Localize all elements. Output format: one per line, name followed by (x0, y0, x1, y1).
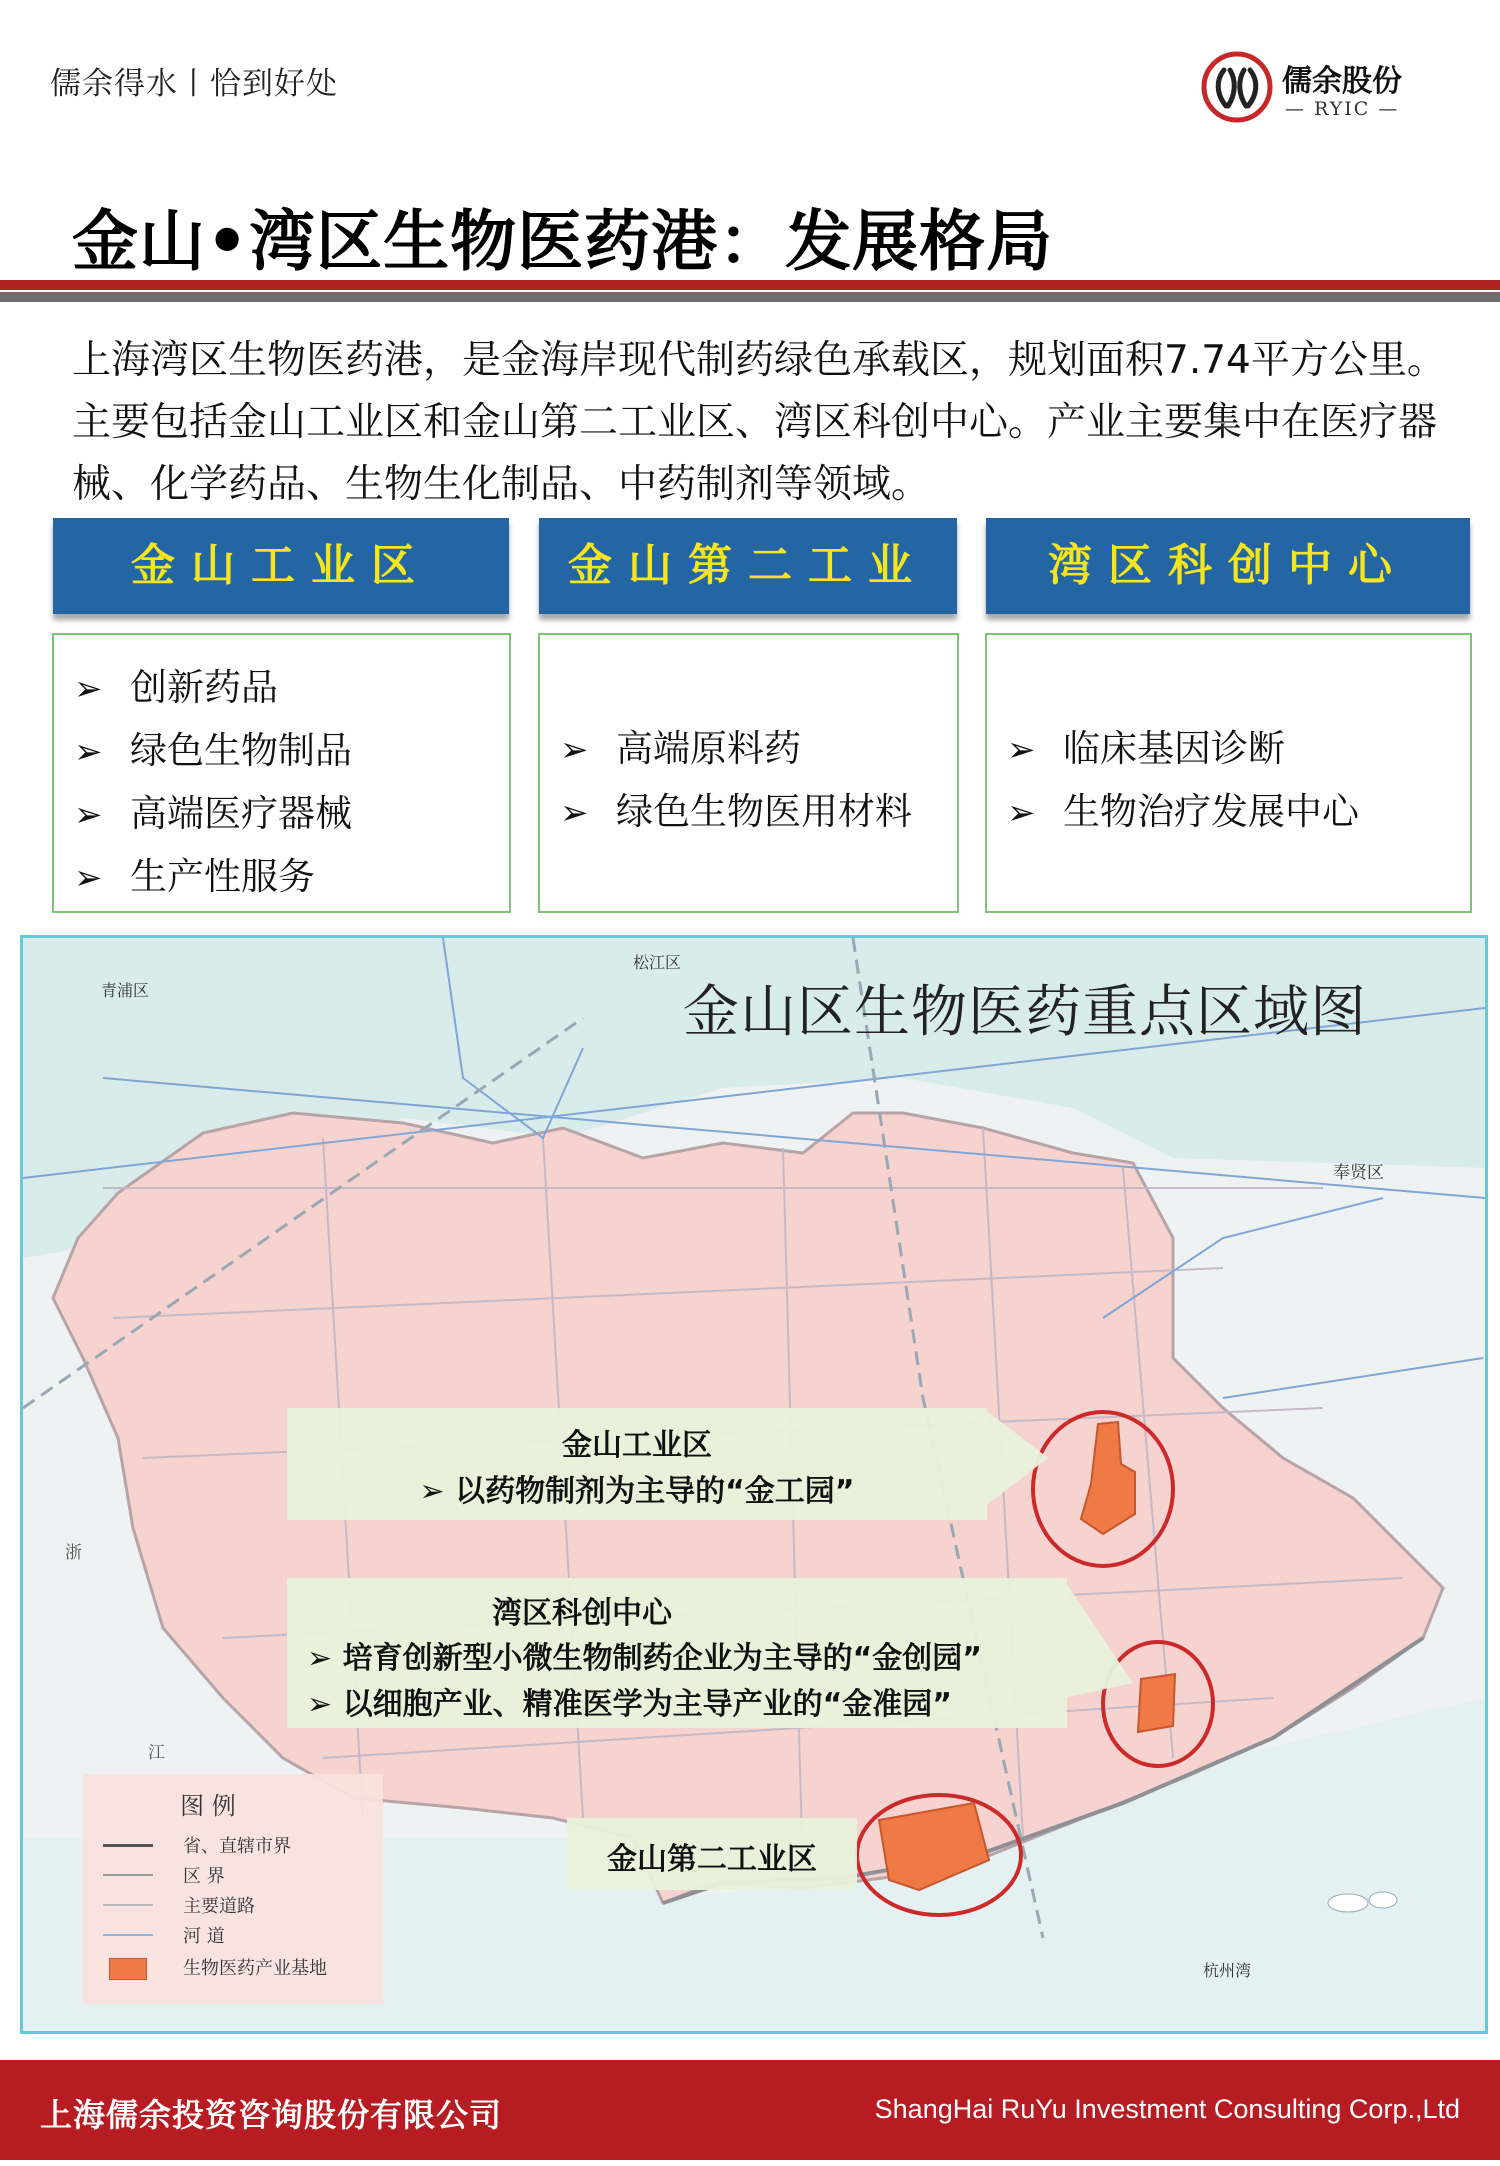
column-box-bay-innovation-center (985, 633, 1472, 913)
legend-swatch (103, 1844, 153, 1847)
legend-swatch (103, 1904, 153, 1906)
arrow-bullet-icon: ➢ (74, 669, 103, 709)
footer-company-cn: 上海儒余投资咨询股份有限公司 (40, 2096, 503, 2134)
callout-bay-innovation (287, 1578, 1067, 1728)
column-header-jinshan-second-industrial: 金山第二工业 (539, 518, 957, 614)
province-label: 江 (148, 1743, 165, 1763)
list-item: ➢ 生物治疗发展中心 (987, 781, 1470, 844)
district-label: 松江区 (633, 953, 682, 972)
list-item: ➢ 绿色生物制品 (54, 720, 509, 783)
column-box-jinshan-industrial (52, 633, 511, 913)
company-logo (1200, 50, 1430, 130)
legend-label: 区 界 (183, 1866, 225, 1887)
callout-line: ➢ 以细胞产业、精准医学为主导产业的“金准园” (307, 1687, 953, 1722)
header-slogan: 儒余得水丨恰到好处 (50, 66, 338, 102)
legend-label: 主要道路 (183, 1896, 255, 1917)
callout-jinshan-industrial (287, 1408, 987, 1520)
list-item: ➢ 高端医疗器械 (54, 783, 509, 846)
column-header-jinshan-industrial: 金山工业区 (53, 518, 509, 614)
callout-line: ➢ 以药物制剂为主导的“金工园” (419, 1474, 855, 1509)
map-panel (20, 935, 1488, 2034)
legend-label: 生物医药产业基地 (183, 1958, 327, 1979)
arrow-bullet-icon: ➢ (74, 732, 103, 772)
logo-subtext: — RYIC — (1285, 98, 1400, 120)
column-box-jinshan-second-industrial (538, 633, 959, 913)
title-divider-gray (0, 292, 1500, 302)
legend-swatch (103, 1874, 153, 1876)
column-header-bay-innovation-center: 湾区科创中心 (986, 518, 1470, 614)
arrow-bullet-icon: ➢ (74, 858, 103, 898)
map-legend (83, 1774, 383, 2004)
page-title: 金山•湾区生物医药港：发展格局 (72, 203, 1054, 280)
legend-title: 图 例 (180, 1792, 236, 1820)
footer-company-en: ShangHai RuYu Investment Consulting Corp.,Ltd (874, 2094, 1460, 2124)
intro-paragraph: 上海湾区生物医药港，是金海岸现代制药绿色承载区，规划面积7.74平方公里。主要包括金山工业区和金山第二工业区、湾区科创中心。产业主要集中在医疗器械、化学药品、生物生化制品、中药制剂等领域。 (72, 338, 1446, 507)
arrow-bullet-icon: ➢ (560, 730, 589, 770)
callout-line: ➢ 培育创新型小微生物制药企业为主导的“金创园” (307, 1641, 983, 1676)
callout-title: 金山第二工业区 (607, 1842, 817, 1877)
list-item: ➢ 高端原料药 (540, 718, 957, 781)
arrow-bullet-icon: ➢ (74, 795, 103, 835)
list-item: ➢ 生产性服务 (54, 846, 509, 909)
logo-text: 儒余股份 (1282, 64, 1402, 99)
list-item: ➢ 创新药品 (54, 657, 509, 720)
district-label: 奉贤区 (1333, 1163, 1384, 1183)
legend-swatch (109, 1958, 147, 1980)
list-item: ➢ 临床基因诊断 (987, 718, 1470, 781)
legend-label: 省、直辖市界 (183, 1836, 291, 1857)
callout-title: 湾区科创中心 (492, 1596, 672, 1631)
title-divider-red (0, 280, 1500, 290)
bay-label: 杭州湾 (1203, 1961, 1252, 1980)
logo-mark-icon (1200, 50, 1274, 124)
arrow-bullet-icon: ➢ (1007, 730, 1036, 770)
arrow-bullet-icon: ➢ (560, 793, 589, 833)
callout-title: 金山工业区 (562, 1428, 712, 1463)
legend-label: 河 道 (183, 1926, 225, 1947)
province-label: 浙 (65, 1543, 82, 1563)
list-item: ➢ 绿色生物医用材料 (540, 781, 957, 844)
arrow-bullet-icon: ➢ (1007, 793, 1036, 833)
district-label: 青浦区 (101, 981, 150, 1000)
callout-jinshan-second-industrial (567, 1818, 857, 1890)
legend-swatch (103, 1934, 153, 1936)
map-title: 金山区生物医药重点区域图 (683, 980, 1367, 1045)
